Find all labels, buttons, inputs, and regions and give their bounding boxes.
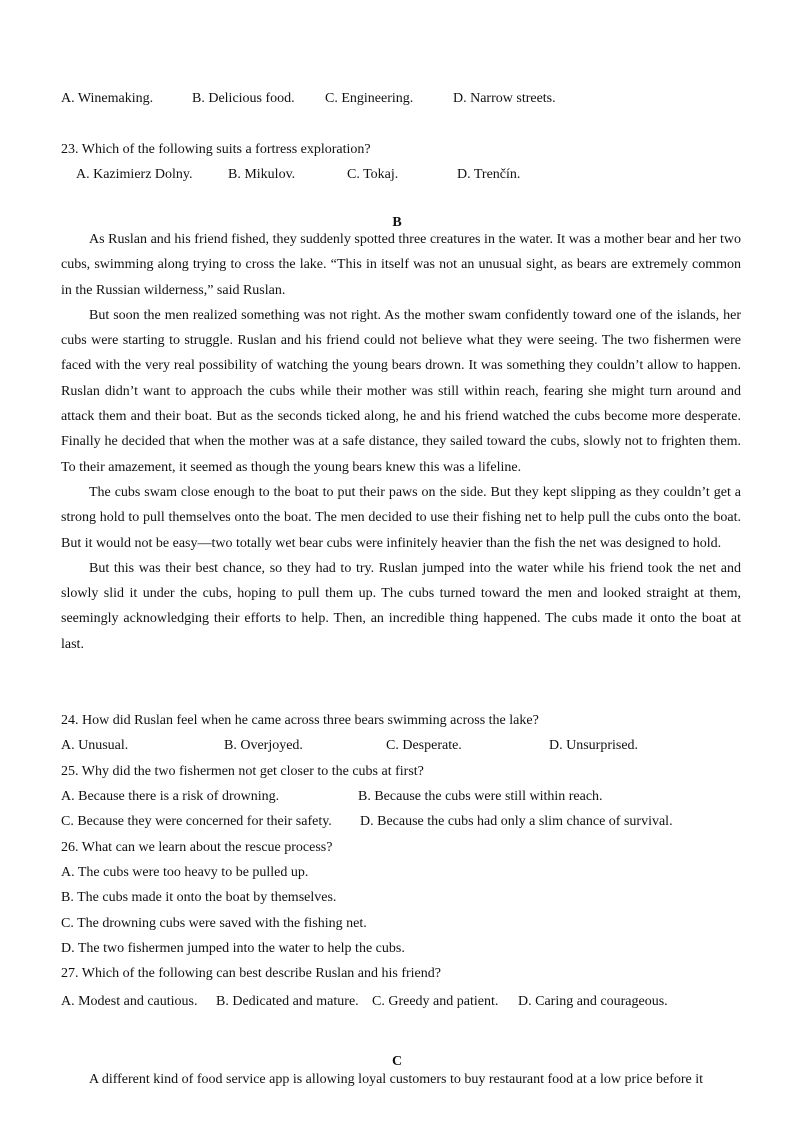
section-b-heading: B bbox=[392, 215, 402, 230]
q23-option-b: B. Mikulov. bbox=[228, 167, 296, 182]
q27-options bbox=[61, 993, 741, 1011]
q24-option-a: A. Unusual. bbox=[61, 738, 129, 753]
q23-option-a: A. Kazimierz Dolny. bbox=[76, 167, 193, 182]
q26-option-b: B. The cubs made it onto the boat by themselves. bbox=[61, 890, 337, 905]
q25-option-c: C. Because they were concerned for their safety. bbox=[61, 814, 332, 829]
q25-options-row-1 bbox=[61, 788, 741, 806]
q24-option-d: D. Unsurprised. bbox=[549, 738, 639, 753]
q22-option-b: B. Delicious food. bbox=[192, 91, 295, 106]
q24-option-c: C. Desperate. bbox=[386, 738, 462, 753]
q25-options-row-2 bbox=[61, 813, 741, 831]
q26-option-d: D. The two fishermen jumped into the water to help the cubs. bbox=[61, 941, 405, 956]
q24-options bbox=[61, 737, 741, 755]
q25-option-b: B. Because the cubs were still within reach. bbox=[358, 789, 603, 804]
section-c-passage bbox=[61, 1067, 741, 1092]
q23-options bbox=[61, 166, 741, 184]
q23-option-c: C. Tokaj. bbox=[347, 167, 399, 182]
q24-option-b: B. Overjoyed. bbox=[224, 738, 303, 753]
q23-option-d: D. Trenčín. bbox=[457, 167, 521, 182]
q22-options bbox=[61, 90, 741, 108]
passage-paragraph-1: As Ruslan and his friend fished, they suddenly spotted three creatures in the water. It was a mother bear and her two cubs, swimming along trying to cross the lake. “This in itself was not an unusual sight, as bears are extremely common in the Russian wilderness,” said Ruslan. bbox=[61, 232, 741, 298]
q27-option-c: C. Greedy and patient. bbox=[372, 994, 499, 1009]
q26-option-a: A. The cubs were too heavy to be pulled up. bbox=[61, 865, 309, 880]
passage-paragraph-2: But soon the men realized something was not right. As the mother swam confidently toward one of the islands, her cubs were starting to struggle. Ruslan and his friend could not believe what they were seeing. The two fishermen were faced with the very real possibility of watching the young bears drown. It was something they couldn’t allow to happen. Ruslan didn’t want to approach the cubs while their mother was still within reach, fearing she might turn around and attack them and their boat. But as the seconds ticked along, he and his friend watched the cubs become more desperate. Finally he decided that when the mother was at a safe distance, they sailed toward the cubs, slowly not to frighten them. To their amazement, it seemed as though the young bears knew this was a lifeline. bbox=[61, 307, 741, 475]
q27-question: 27. Which of the following can best describe Ruslan and his friend? bbox=[61, 966, 441, 981]
q27-option-d: D. Caring and courageous. bbox=[518, 994, 668, 1009]
q24-question: 24. How did Ruslan feel when he came across three bears swimming across the lake? bbox=[61, 713, 539, 728]
q22-option-a: A. Winemaking. bbox=[61, 91, 154, 106]
q27-option-b: B. Dedicated and mature. bbox=[216, 994, 359, 1009]
q27-option-a: A. Modest and cautious. bbox=[61, 994, 198, 1009]
passage-paragraph-3: The cubs swam close enough to the boat to put their paws on the side. But they kept slipping as they couldn’t get a strong hold to pull themselves onto the boat. The men decided to use their fishing net to help pull the cubs onto the boat. But it would not be easy—two totally wet bear cubs were infinitely heavier than the fish the net was designed to hold. bbox=[61, 484, 741, 551]
section-b-passage bbox=[61, 227, 741, 657]
q22-option-c: C. Engineering. bbox=[325, 91, 414, 106]
passage-paragraph-4: But this was their best chance, so they had to try. Ruslan jumped into the water while his friend took the net and slowly slid it under the cubs, hoping to pull them up. The cubs turned toward the men and looked straight at them, seemingly acknowledging their efforts to help. Then, an incredible thing happened. The cubs made it onto the boat at last. bbox=[61, 560, 741, 652]
q26-option-c: C. The drowning cubs were saved with the fishing net. bbox=[61, 916, 367, 931]
q25-option-a: A. Because there is a risk of drowning. bbox=[61, 789, 280, 804]
q22-option-d: D. Narrow streets. bbox=[453, 91, 556, 106]
q25-option-d: D. Because the cubs had only a slim chance of survival. bbox=[360, 814, 673, 829]
section-c-heading: C bbox=[391, 1054, 403, 1069]
q25-question: 25. Why did the two fishermen not get closer to the cubs at first? bbox=[61, 764, 424, 779]
q23-question: 23. Which of the following suits a fortress exploration? bbox=[61, 142, 371, 157]
section-c-first-line: A different kind of food service app is allowing loyal customers to buy restaurant food at a low price before it bbox=[89, 1072, 704, 1087]
q26-question: 26. What can we learn about the rescue process? bbox=[61, 840, 333, 855]
